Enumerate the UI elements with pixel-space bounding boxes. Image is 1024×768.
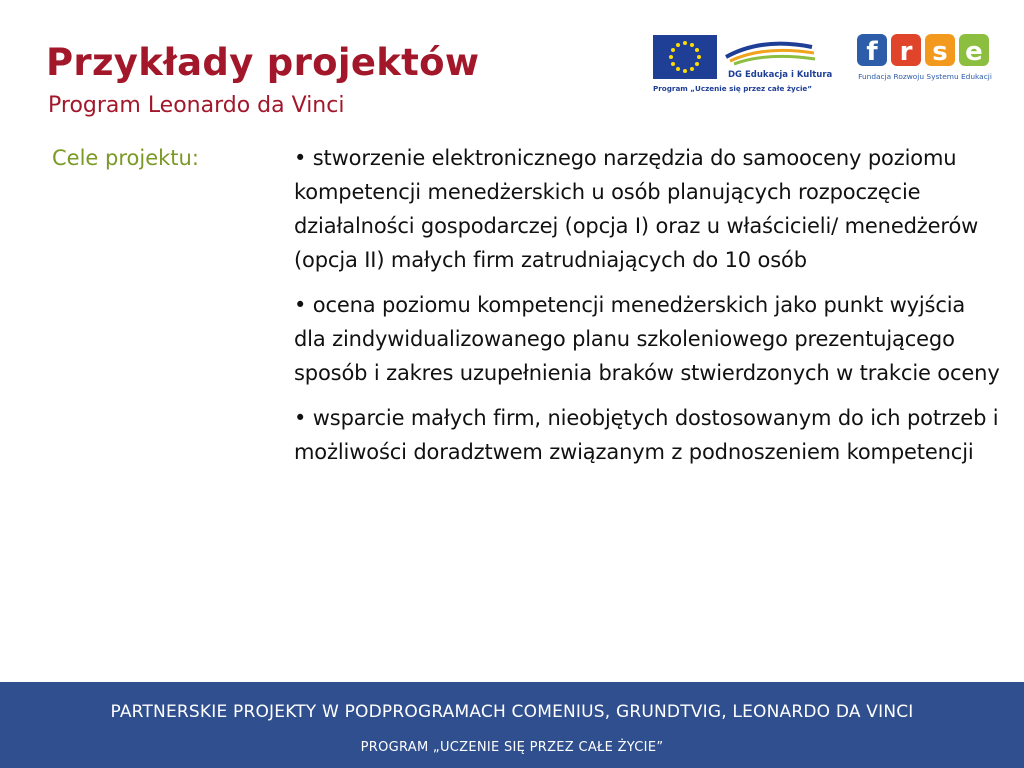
frse-letter-e: e [965,37,983,67]
eu-dg-education-logo [652,33,833,95]
footer-subtitle: PROGRAM „UCZENIE SIĘ PRZEZ CAŁE ŻYCIE” [360,740,664,755]
frse-logo [855,32,995,88]
frse-letter-f: f [866,37,878,67]
goal-item: • stworzenie elektronicznego narzędzia do samooceny poziomu kompetencji menedżerskich u osób planujących rozpoczęcie działalności gospodarczej (opcja I) oraz u właścicieli/ menedżerów (opcja II) małych firm zatrudniających do 10 osób [294,146,979,272]
goal-item: • wsparcie małych firm, nieobjętych dostosowanym do ich potrzeb i możliwości doradztwem związanym z podnoszeniem kompetencji [294,406,999,464]
goal-item: • ocena poziomu kompetencji menedżerskich jako punkt wyjścia dla zindywidualizowanego planu szkoleniowego prezentującego sposób i zakres uzupełnienia braków stwierdzonych w trakcie oceny [294,293,1000,385]
lifelong-learning-swoosh [726,44,815,64]
slide-title: Przykłady projektów [46,41,480,84]
footer-title: PARTNERSKIE PROJEKTY W PODPROGRAMACH COMENIUS, GRUNDTVIG, LEONARDO DA VINCI [110,702,914,722]
goals-list [294,141,1000,480]
slide-subtitle: Program Leonardo da Vinci [48,93,345,118]
frse-letter-r: r [899,37,913,67]
frse-letter-s: s [932,37,948,67]
eu-logo-line2: Program „Uczenie się przez całe życie” [653,84,813,93]
frse-caption: Fundacja Rozwoju Systemu Edukacji [858,72,992,81]
footer-bar [0,682,1024,768]
section-label: Cele projektu: [52,146,199,170]
eu-logo-line1: DG Edukacja i Kultura [728,70,833,80]
